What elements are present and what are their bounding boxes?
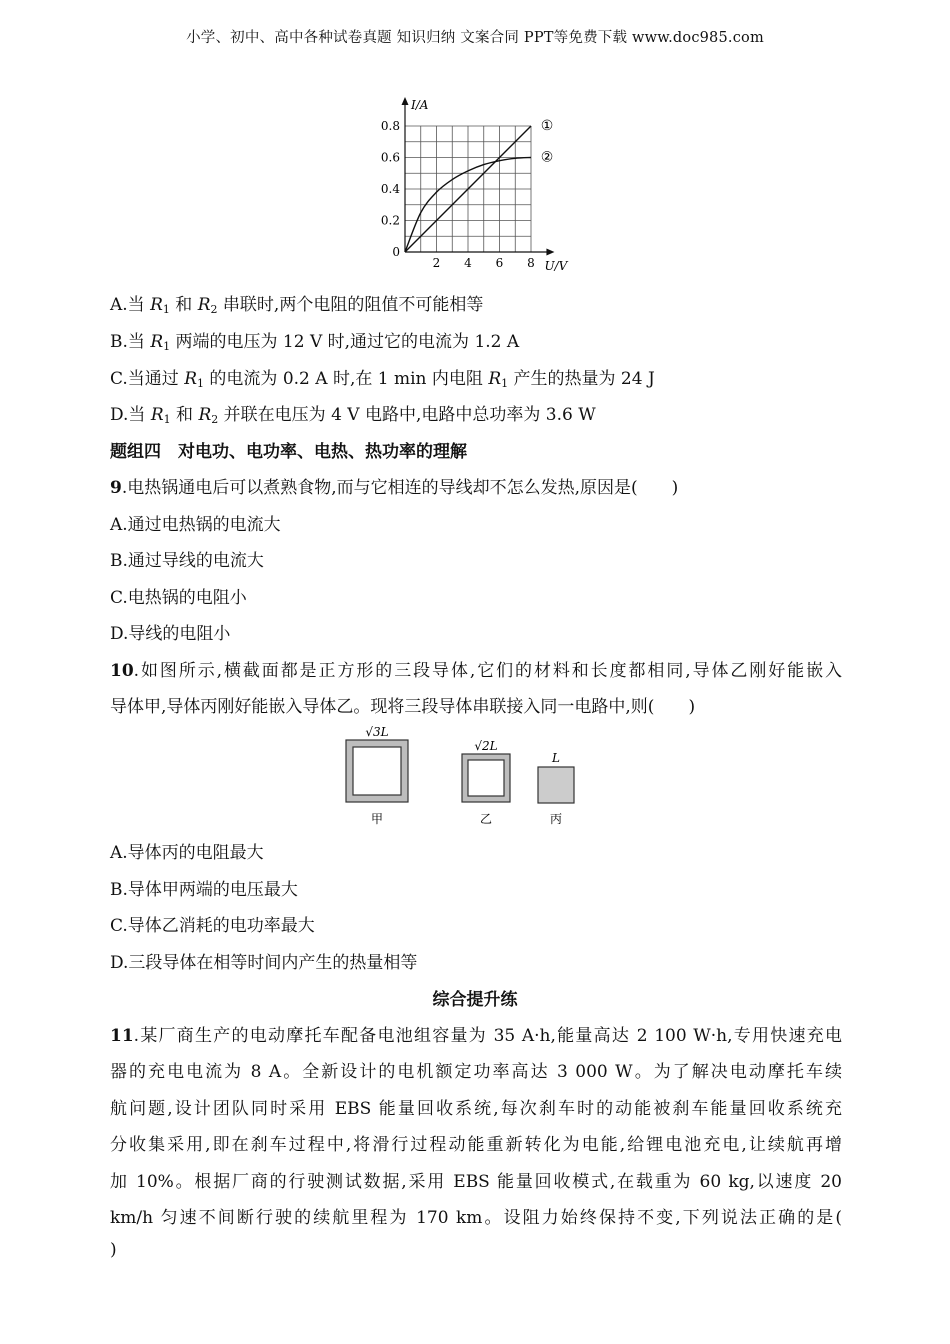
conductor-jia [346,725,408,826]
y-tick-label: 0.2 [380,213,400,228]
conductor-bing [538,751,574,826]
q9-option-b: B.通过导线的电流大 [110,551,264,571]
q10-option-a: A.导体丙的电阻最大 [110,843,264,863]
q11-line-5: 加 10%。根据厂商的行驶测试数据,采用 EBS 能量回收模式,在载重为 60 kg,以速度 20 [110,1172,842,1192]
chart-labels [381,98,569,273]
q9-option-a: A.通过电热锅的电流大 [110,515,281,535]
q8-option-b: B.当 $R_1$ 两端的电压为 12 V 时,通过它的电流为 1.2 A [110,332,520,353]
q8-option-c: C.当通过 $R_1$ 的电流为 0.2 A 时,在 1 min 内电阻 $R_1$ 产生的热量为 24 J [110,369,655,390]
label-jia-side: √3L [365,725,389,739]
conductor-yi [462,739,510,826]
q11-line-3: 航问题,设计团队同时采用 EBS 能量回收系统,每次刹车时的动能被刹车能量回收系统充 [110,1099,842,1119]
y-tick-label: 0.8 [380,119,400,133]
y-axis-label: I/A [411,98,429,112]
x-tick-label: 2 [432,256,441,270]
q10-stem-line2: 导体甲,导体丙刚好能嵌入导体乙。现将三段导体串联接入同一电路中,则( ) [110,697,696,717]
q9-option-d: D.导线的电阻小 [110,624,231,644]
y-axis-arrow [402,97,409,105]
q10-option-d: D.三段导体在相等时间内产生的热量相等 [110,953,418,973]
x-tick-label: 8 [527,256,535,270]
q11-line-4: 分收集采用,即在刹车过程中,将滑行过程动能重新转化为电能,给锂电池充电,让续航再增 [110,1135,842,1155]
label-bing-side: L [552,751,560,765]
name-bing: 丙 [549,812,563,826]
q11-line-1: 11.某厂商生产的电动摩托车配备电池组容量为 35 A·h,能量高达 2 100 W·h,专用快速充电 [110,1026,842,1046]
conductor-figure [340,722,610,830]
q8-option-a: A.当 $R_1$ 和 $R_2$ 串联时,两个电阻的阻值不可能相等 [110,295,484,316]
y-tick-label: 0.4 [380,182,400,196]
q9-stem: 9.电热锅通电后可以煮熟食物,而与它相连的导线却不怎么发热,原因是( ) [110,478,679,498]
name-yi: 乙 [479,812,493,826]
x-axis-arrow [546,249,554,256]
series-label-1: ① [540,118,554,134]
group4-title: 题组四 对电功、电功率、电热、热功率的理解 [110,442,467,462]
y-tick-label: 0.6 [380,150,400,165]
page-header: 小学、初中、高中各种试卷真题 知识归纳 文案合同 PPT等免费下载 www.doc985.com [186,30,764,46]
q10-stem-line1: 10.如图所示,横截面都是正方形的三段导体,它们的材料和长度都相同,导体乙刚好能嵌入 [110,661,842,681]
series-label-2: ② [540,149,554,166]
q9-option-c: C.电热锅的电阻小 [110,588,247,608]
x-tick-label: 6 [495,256,504,270]
x-axis-label: U/V [544,259,568,273]
label-yi-side: √2L [474,739,498,753]
iu-chart [370,95,580,275]
q11-line-2: 器的充电电流为 8 A。全新设计的电机额定功率高达 3 000 W。为了解决电动摩托车续 [110,1062,842,1082]
q8-option-d: D.当 $R_1$ 和 $R_2$ 并联在电压为 4 V 电路中,电路中总功率为 3.6 W [110,405,596,426]
q11-line-7: ) [110,1240,117,1260]
section-title: 综合提升练 [432,990,518,1010]
origin-label: 0 [392,245,400,259]
q10-option-b: B.导体甲两端的电压最大 [110,880,298,900]
q10-option-c: C.导体乙消耗的电功率最大 [110,916,315,936]
q11-line-6: km/h 匀速不间断行驶的续航里程为 170 km。设阻力始终保持不变,下列说法正确的是( [110,1208,842,1228]
name-jia: 甲 [370,812,384,826]
x-tick-label: 4 [464,256,472,270]
